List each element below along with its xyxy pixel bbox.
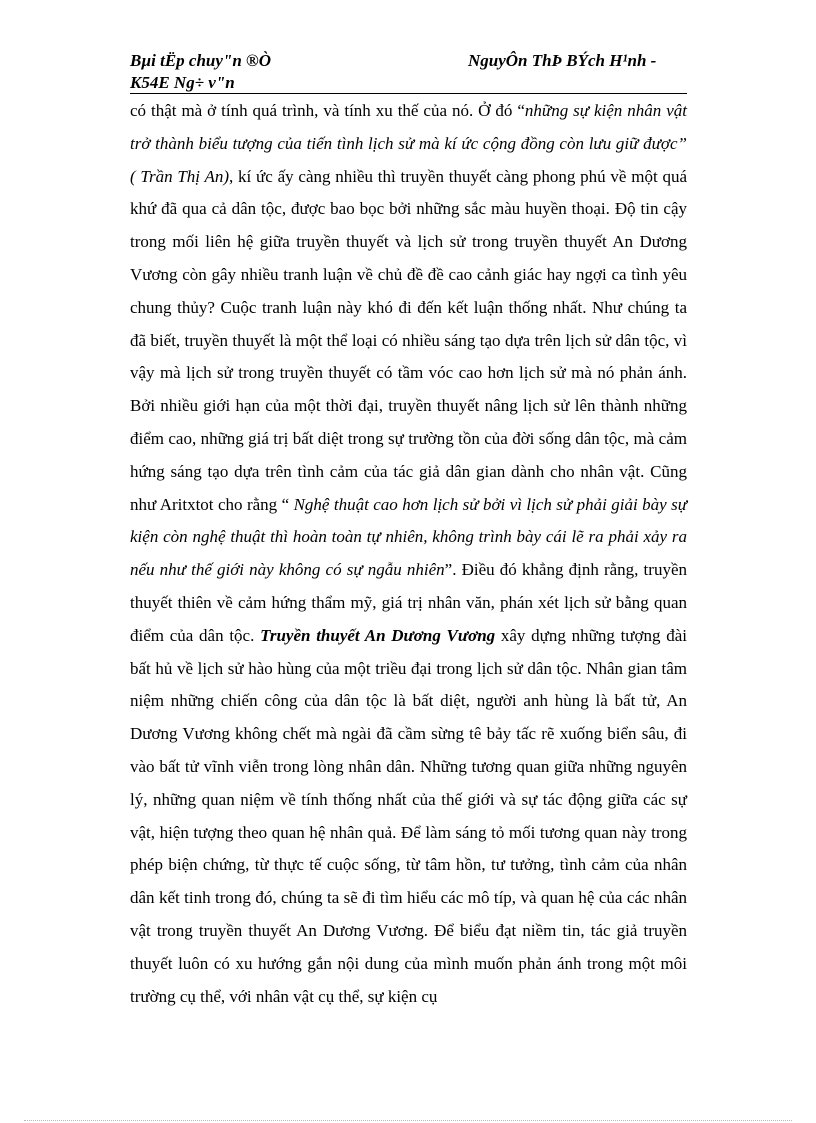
text-segment: xây dựng những tượng đài bất hủ về lịch sử hào hùng của một triều đại trong lịch sử dân tộc. Nhân gian tâm niệm những chiến công của dân tộc là bất diệt, người anh hùng là bất tử, An Dương Vương không chết mà ngài đã cầm sừng tê bảy tấc rẽ xuống biển sâu, đi vào bất tử vĩnh viễn trong lòng nhân dân. Những tương quan giữa những nguyên lý, những quan niệm về tính thống nhất của thế giới và sự tác động giữa các sự vật, hiện tượng theo quan hệ nhân quả. Để làm sáng tỏ mối tương quan này trong phép biện chứng, từ thực tế cuộc sống, từ tâm hồn, tư tưởng, tình cảm của nhân dân kết tinh trong đó, chúng ta sẽ đi tìm hiểu các mô típ, và quan hệ của các nhân vật trong truyền thuyết An Dương Vương. Để biểu đạt niềm tin, tác giả truyền thuyết luôn có xu hướng gắn nội dung của mình muốn phản ánh trong một môi trường cụ thể, với nhân vật cụ thể, sự kiện cụ — [130, 625, 687, 1006]
work-title-emphasis: Truyền thuyết An Dương Vương — [260, 625, 496, 645]
quote-italic: những sự kiện nhân vật trở thành biểu tượng của tiến tình lịch sử mà kí ức cộng đồng còn lưu giữ được” ( Trần Thị An) — [130, 101, 687, 186]
header-course-title: Bµi tËp chuy"n ®Ò — [130, 51, 272, 70]
text-segment: ”. Điều đó khẳng định rằng, truyền thuyết thiên về cảm hứng thẩm mỹ, giá trị nhân văn, phán xét lịch sử bằng quan điểm của dân tộc. — [130, 560, 687, 645]
quote-italic: Nghệ thuật cao hơn lịch sử bởi vì lịch sử phải giải bày sự kiện còn nghệ thuật thì hoàn toàn tự nhiên, không trình bày cái lẽ ra phải xảy ra nếu như thế giới này không có sự ngẫu nhiên — [130, 494, 688, 580]
header-class-name: K54E Ng÷ v"n — [130, 73, 235, 92]
header-author-name: NguyÔn ThÞ BÝch H¹nh - — [468, 51, 657, 70]
text-segment: có thật mà ở tính quá trình, và tính xu thế của nó. Ở đó “ — [130, 101, 525, 120]
header-divider — [130, 93, 687, 94]
text-segment: , kí ức ấy càng nhiều thì truyền thuyết càng phong phú về một quá khứ đã qua cả dân tộc, được bao bọc bởi những sắc màu huyền thoại. Độ tin cậy trong mối liên hệ giữa truyền thuyết và lịch sử trong truyền thuyết An Dương Vương còn gây nhiều tranh luận về chủ đề đề cao cảnh giác hay ngợi ca tình yêu chung thủy? Cuộc tranh luận này khó đi đến kết luận thống nhất. Như chúng ta đã biết, truyền thuyết là một thể loại có nhiều sáng tạo dựa trên lịch sử dân tộc, vì vậy mà lịch sử trong truyền thuyết có tầm vóc cao hơn lịch sử mà nó phản ánh. Bởi nhiều giới hạn của một thời đại, truyền thuyết nâng lịch sử lên thành những điểm cao, những giá trị bất diệt trong sự trường tồn của đời sống dân tộc, mà cảm hứng sáng tạo dựa trên tình cảm của tác giả dân gian dành cho nhân vật. Cũng như Aritxtot cho rằng “ — [130, 166, 687, 514]
body-paragraph — [130, 95, 687, 1013]
page-bottom-border — [24, 1120, 792, 1121]
body-text — [130, 95, 687, 1013]
